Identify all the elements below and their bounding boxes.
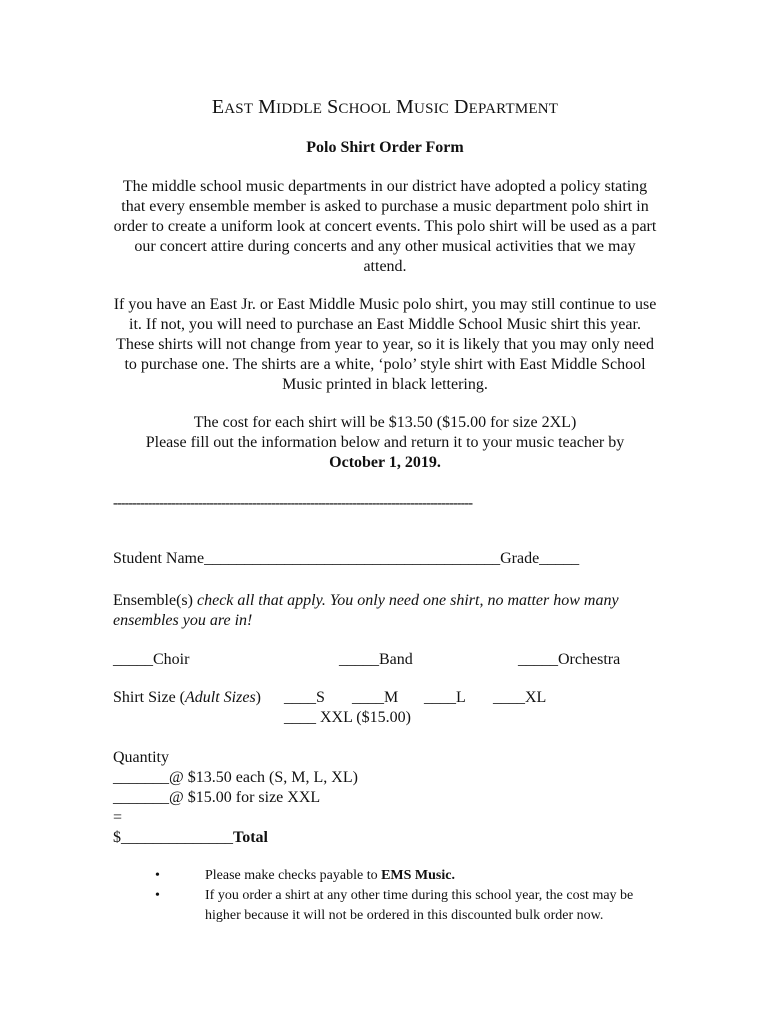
note-text: If you order a shirt at any other time during this school year, the cost may be higher because it will not be ordered in this discounted bulk order now. [205, 888, 634, 923]
ensemble-note: check all that apply. You only need one shirt, no matter how many ensembles you are in! [113, 592, 619, 629]
cost-line: The cost for each shirt will be $13.50 ($15.00 for size 2XL) [193, 414, 577, 431]
payee-name: EMS Music. [381, 868, 455, 883]
note-text: Please make checks payable to [205, 868, 382, 883]
bullet-icon: • [155, 868, 160, 883]
list-item [155, 866, 655, 886]
total-blank[interactable]: $______________ [113, 829, 233, 846]
total-field[interactable] [113, 829, 268, 847]
due-date: October 1, 2019. [329, 454, 441, 471]
title-part: D [453, 96, 469, 118]
title-part: AST [224, 101, 254, 117]
title-part: E [211, 96, 225, 118]
title-part: CHOOL [338, 101, 392, 117]
title-part: M [396, 96, 415, 118]
equals-sign: = [113, 809, 123, 826]
quantity-label: Quantity [113, 749, 169, 766]
quantity-standard-field[interactable]: _______@ $13.50 each (S, M, L, XL) [113, 769, 358, 786]
size-m-option[interactable]: ____M [352, 689, 399, 706]
intro-paragraph-policy: The middle school music departments in our district have adopted a policy stating that every ensemble member is asked to purchase a music department polo shirt in order to create a uniform look at concert events. This polo shirt will be used as a part our concert attire during concerts and any other musical activities that we may attend. [113, 178, 657, 275]
size-label-text: ) [255, 689, 261, 706]
ensemble-choir-checkbox[interactable]: _____Choir [113, 651, 190, 668]
size-s-option[interactable]: ____S [284, 689, 325, 706]
ensemble-band-checkbox[interactable]: _____Band [339, 651, 413, 668]
size-xl-option[interactable]: ____XL [493, 689, 547, 706]
intro-paragraph-cost [112, 413, 658, 473]
page-title [0, 96, 770, 119]
quantity-xxl-field[interactable]: _______@ $15.00 for size XXL [113, 789, 321, 806]
size-label-text: Shirt Size ( [113, 689, 185, 706]
return-instructions: Please fill out the information below and return it to your music teacher by [145, 434, 625, 451]
title-part: EPARTMENT [468, 101, 559, 117]
title-part: M [258, 96, 277, 118]
title-part: IDDLE [276, 101, 323, 117]
intro-paragraph-existing-shirts: If you have an East Jr. or East Middle Music polo shirt, you may still continue to use it. If not, you will need to purchase an East Middle School Music shirt this year. These shirts will not change from year to year, so it is likely that you may only need to purchase one. The shirts are a white, ‘polo’ style shirt with East Middle School Music printed in black lettering. [113, 296, 657, 393]
notes-list [155, 866, 655, 926]
size-label-italic: Adult Sizes [185, 689, 256, 706]
size-l-option[interactable]: ____L [424, 689, 466, 706]
ensemble-label: Ensemble(s) [113, 592, 197, 609]
student-name-grade-field[interactable]: Student Name_____________________________________Grade_____ [113, 550, 580, 567]
total-label: Total [233, 829, 268, 846]
ensemble-instructions [113, 591, 661, 631]
list-item [155, 886, 655, 926]
ensemble-orchestra-checkbox[interactable]: _____Orchestra [518, 651, 621, 668]
title-part: USIC [414, 101, 450, 117]
title-part: S [327, 96, 339, 118]
cut-line-divider: --------------------------------------------------------------------------------------------- [113, 496, 473, 511]
size-xxl-option[interactable]: ____ XXL ($15.00) [284, 709, 411, 726]
bullet-icon: • [155, 888, 160, 903]
form-subtitle: Polo Shirt Order Form [306, 139, 464, 156]
shirt-size-label [113, 689, 261, 707]
